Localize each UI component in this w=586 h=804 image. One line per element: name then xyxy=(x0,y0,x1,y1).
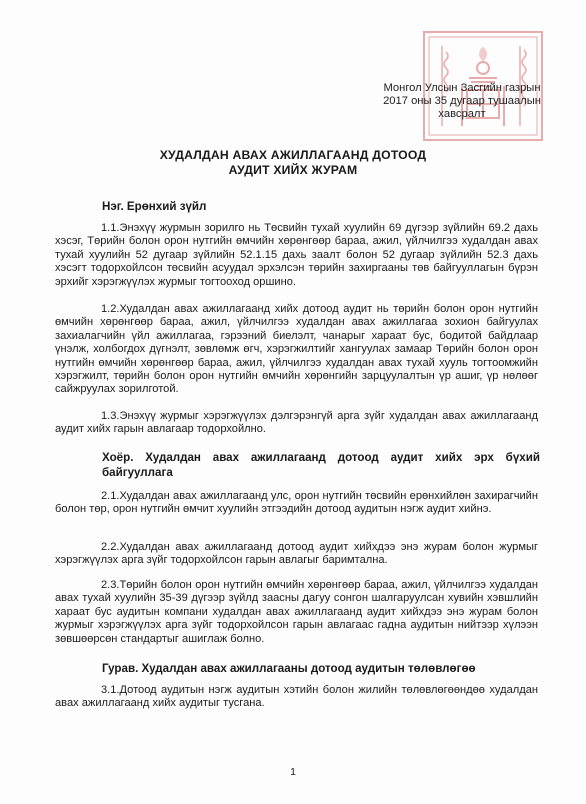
document-title-line-2: АУДИТ ХИЙХ ЖУРАМ xyxy=(228,163,358,177)
annex-note xyxy=(362,82,562,121)
paragraph-2-2: 2.2.Худалдан авах ажиллагаанд дотоод аудит хийхдээ энэ журам болон журмыг хэрэгжүүлэх арга зүйг тодорхойлсон гарын авлагыг баримтална. xyxy=(55,541,538,567)
paragraph-1-1: 1.1.Энэхүү журмын зорилго нь Төсвийн тухай хуулийн 69 дүгээр зүйлийн 69.2 дахь хэсэг, Төрийн болон орон нутгийн өмчийн хөрөнгөөр бараа, ажил, үйлчилгээ худалдан авах тухай хуулийн 52 дугаар зүйлийн 52.1.15 дахь заалт болон 52 дугаар зүйлийн 52.3 дахь хэсэгт тодорхойлсон төсвийн асуудал эрхэлсэн төрийн захиргааны төв байгууллагын бүрэн эрхийг хэрэгжүүлэх журмыг тогтооход оршино. xyxy=(55,222,538,288)
paragraph-2-1: 2.1.Худалдан авах ажиллагаанд улс, орон нутгийн төсвийн ерөнхийлөн захирагчийн болон төр, орон нутгийн өмчит хуулийн этгээдийн дотоод аудитын нэгж аудит хийнэ. xyxy=(55,490,538,516)
paragraph-1-2: 1.2.Худалдан авах ажиллагаанд хийх дотоод аудит нь төрийн болон орон нутгийн өмчийн хөрөнгөөр бараа, ажил, үйлчилгээ худалдан авах ажиллагаа зохион байгуулах захиалагчийн үйл ажиллагаа, гэрээний биелэлт, чанарыг хараат бус, бодитой байдлаар үнэлж, холбогдох дүгнэлт, зөвлөмж өгч, хэрэгжилтийг хангуулах замаар Төрийн болон орон нутгийн өмчийн хөрөнгөөр бараа, ажил, үйлчилгээ худалдан авах тухай хууль тогтоомжийн хэрэгжилт, төрийн болон орон нутгийн өмчийн хөрөнгийн зарцуулалтын үр ашиг, үр нөлөөг сайжруулах зорилготой. xyxy=(55,303,538,396)
annex-note-line-3: хавсралт xyxy=(438,108,486,120)
paragraph-3-1: 3.1.Дотоод аудитын нэгж аудитын хэтийн болон жилийн төлөвлөгөөндөө худалдан авах ажиллагаанд хийх аудитыг тусгана. xyxy=(55,684,538,710)
document-title-line-1: ХУДАЛДАН АВАХ АЖИЛЛАГААНД ДОТООД xyxy=(159,148,427,162)
paragraph-2-3: 2.3.Төрийн болон орон нутгийн өмчийн хөрөнгөөр бараа, ажил, үйлчилгээ худалдан авах тухай хуулийн 35-39 дүгээр зүйлд заасны дагуу сонгон шалгаруулсан хувийн хэвшлийн хараат бус аудитын компани худалдан авах ажиллагаанд аудит хийхдээ энэ журам болон журмыг хэрэгжүүлэх арга зүйг тодорхойлсон гарын авлагаас гадна аудитын нийтээр хүлээн зөвшөөрсөн стандартыг ашиглаж болно. xyxy=(55,579,538,645)
page-number: 1 xyxy=(290,766,296,778)
section-heading-2: Хоёр. Худалдан авах ажиллагаанд дотоод аудит хийх эрх бүхий байгууллага xyxy=(102,451,540,479)
annex-note-line-2: 2017 оны 35 дугаар тушаалын xyxy=(383,95,541,107)
annex-note-line-1: Монгол Улсын Засгийн газрын xyxy=(383,82,541,94)
paragraph-1-3: 1.3.Энэхүү журмыг хэрэгжүүлэх дэлгэрэнгүй арга зүйг худалдан авах ажиллагаанд аудит хийх гарын авлагаар тодорхойлно. xyxy=(55,410,538,436)
document-title xyxy=(0,148,586,178)
section-heading-1: Нэг. Ерөнхий зүйл xyxy=(102,200,207,213)
section-heading-3: Гурав. Худалдан авах ажиллагааны дотоод аудитын төлөвлөгөө xyxy=(102,662,476,675)
